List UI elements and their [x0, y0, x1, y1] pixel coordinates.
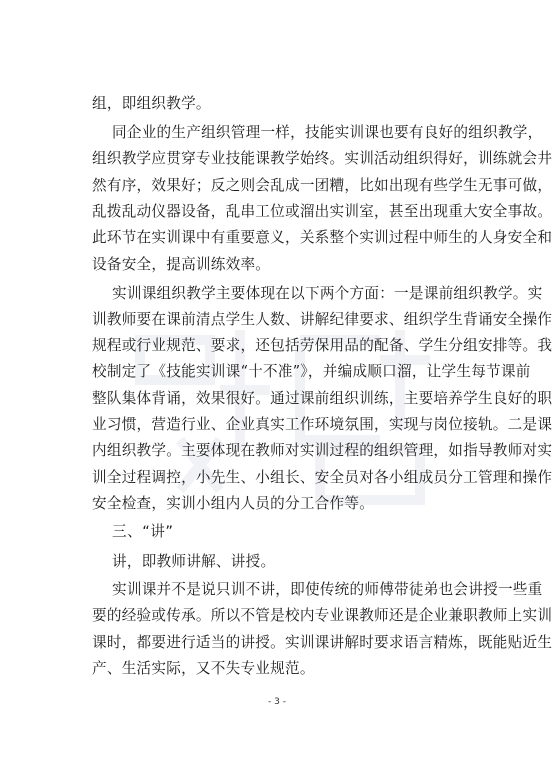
body-line: 整队集体背诵，效果很好。通过课前组织训练，主要培养学生良好的职 [92, 390, 553, 407]
body-line: 同企业的生产组织管理一样，技能实训课也要有良好的组织教学， [112, 124, 543, 141]
body-line: 乱拨乱动仪器设备，乱串工位或溜出实训室，甚至出现重大安全事故。 [92, 203, 553, 220]
body-line: 训全过程调控，小先生、小组长、安全员对各小组成员分工管理和操作 [92, 469, 553, 486]
page-number: - 3 - [268, 697, 286, 707]
body-line: 组，即组织教学。 [92, 95, 211, 112]
body-line: 训教师要在课前清点学生人数、讲解纪律要求、组织学生背诵安全操作 [92, 311, 553, 328]
body-line: 内组织教学。主要体现在教师对实训过程的组织管理，如指导教师对实 [92, 442, 553, 459]
body-line: 产、生活实际，又不失专业规范。 [92, 660, 315, 677]
body-line: 要的经验或传承。所以不管是校内专业课教师还是企业兼职教师上实训 [92, 607, 553, 624]
body-line: 校制定了《技能实训课“十不准”》，并编成顺口溜，让学生每节课前 [92, 363, 531, 380]
section-heading: 三、“讲” [112, 523, 174, 540]
body-line: 实训课组织教学主要体现在以下两个方面：一是课前组织教学。实 [112, 285, 543, 302]
body-line: 然有序，效果好；反之则会乱成一团糟，比如出现有些学生无事可做， [92, 177, 553, 194]
body-line: 此环节在实训课中有重要意义，关系整个实训过程中师生的人身安全和 [92, 229, 553, 246]
body-line: 组织教学应贯穿专业技能课教学始终。实训活动组织得好，训练就会井 [92, 150, 553, 167]
body-line: 设备安全，提高训练效率。 [92, 256, 271, 273]
body-line: 课时，都要进行适当的讲授。实训课讲解时要求语言精炼，既能贴近生 [92, 634, 553, 651]
body-line: 业习惯，营造行业、企业真实工作环境氛围，实现与岗位接轨。二是课 [92, 416, 553, 433]
body-line: 实训课并不是说只训不讲，即使传统的师傅带徒弟也会讲授一些重 [112, 581, 543, 598]
body-line: 安全检查，实训小组内人员的分工合作等。 [92, 495, 375, 512]
body-line: 讲，即教师讲解、讲授。 [112, 553, 276, 570]
body-line: 规程或行业规范、要求，还包括劳保用品的配备、学生分组安排等。我 [92, 337, 553, 354]
